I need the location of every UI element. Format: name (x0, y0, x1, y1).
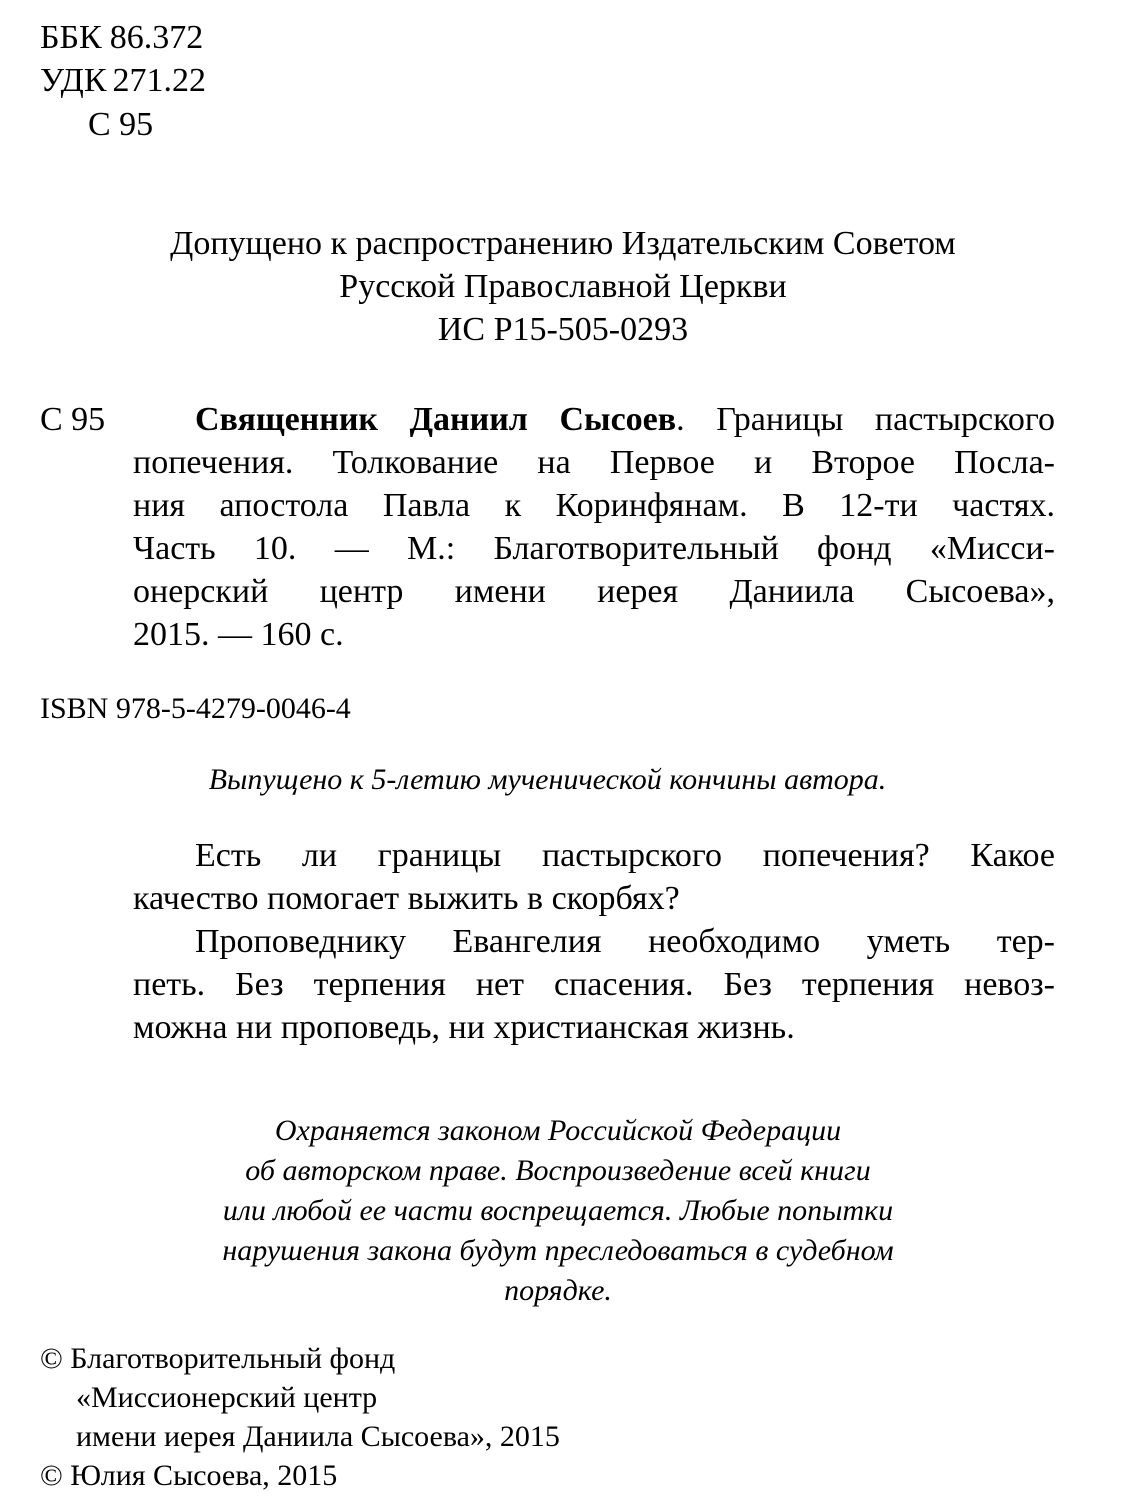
bbk-code (40, 16, 203, 59)
bbk-label: ББК (40, 19, 102, 56)
approval-line: Русской Православной Церкви (339, 268, 787, 305)
abstract (133, 834, 1055, 1049)
bibliography-line: попечения. Толкование на Первое и Второе Посла- (133, 444, 1055, 481)
udk-code (40, 59, 206, 102)
udk-value: 271.22 (112, 62, 207, 99)
bibliography-line: ния апостола Павла к Коринфянам. В 12-ти частях. (133, 487, 1055, 524)
copyright-holder-line: имени иерея Даниила Сысоева», 2015 (76, 1420, 560, 1453)
abstract-line: Проповеднику Евангелия необходимо уметь тер- (195, 923, 1055, 960)
abstract-line: Есть ли границы пастырского попечения? Какое (195, 837, 1055, 874)
dedication: Выпущено к 5-летию мученической кончины автора. (208, 763, 887, 796)
copyright-holder-line: «Миссионерский центр (76, 1381, 378, 1414)
copyright-holder-line: © Юлия Сысоева, 2015 (40, 1459, 338, 1492)
bibliography-line (133, 398, 1055, 441)
copyright-notice-line: порядке. (504, 1274, 612, 1307)
author-name: Священник Даниил Сысоев (195, 401, 677, 438)
bibliography-line: онерский центр имени иерея Даниила Сысоева», (133, 573, 1055, 610)
udk-label: УДК (40, 62, 107, 99)
copyright-notice (0, 1111, 1116, 1311)
isbn: ISBN 978-5-4279-0046-4 (40, 692, 351, 725)
bibliographic-record (133, 398, 1055, 656)
abstract-line: петь. Без терпения нет спасения. Без терпения невоз- (133, 966, 1055, 1003)
abstract-line: качество помогает выжить в скорбях? (133, 880, 680, 917)
bibliography-line: Часть 10. — М.: Благотворительный фонд «Мисси- (133, 530, 1055, 567)
bbk-value: 86.372 (109, 19, 204, 56)
copyright-notice-line: Охраняется законом Российской Федерации (274, 1114, 842, 1147)
copyright-notice-line: об авторском праве. Воспроизведение всей книги (245, 1154, 871, 1187)
approval-line: Допущено к распространению Издательским Советом (170, 225, 956, 262)
bibliography-code: С 95 (40, 401, 106, 438)
copyright-notice-line: или любой ее части воспрещается. Любые попытки (222, 1194, 894, 1227)
approval-statement (0, 222, 1126, 351)
approval-number: ИС Р15-505-0293 (437, 311, 689, 348)
copyright-holder-line: © Благотворительный фонд (40, 1342, 396, 1375)
abstract-line: можна ни проповедь, ни христианская жизнь. (133, 1009, 795, 1046)
copyright-notice-line: нарушения закона будут преследоваться в судебном (222, 1234, 894, 1267)
bibliography-line: 2015. — 160 с. (133, 616, 344, 653)
author-mark: С 95 (88, 106, 154, 143)
bibliography-title-start: . Границы пастырского (676, 401, 1055, 438)
copyright-holders (40, 1339, 560, 1495)
